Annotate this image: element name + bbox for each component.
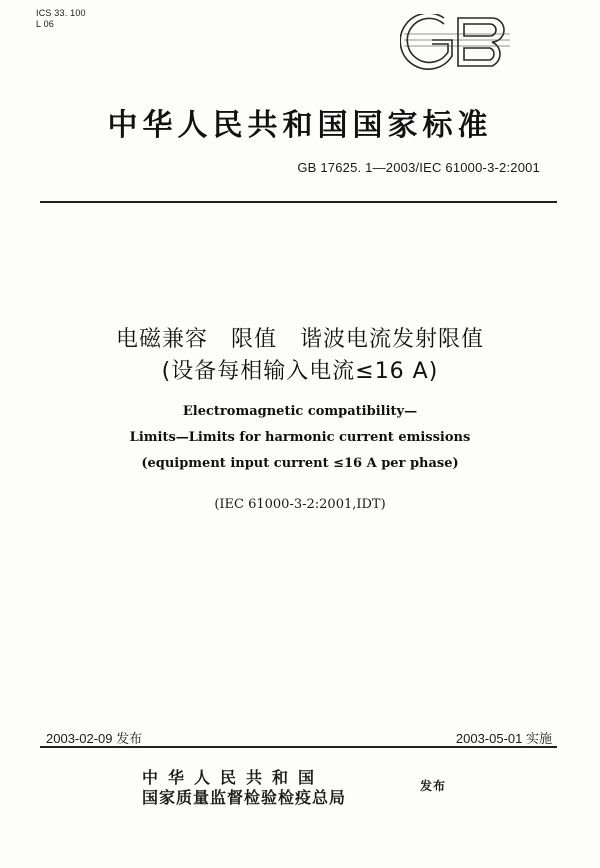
issue-date: 2003-02-09 发布 [46,731,143,746]
bottom-divider [40,746,557,748]
implementation-date: 2003-05-01 实施 [455,731,552,746]
classification-codes [36,8,86,30]
english-title-line2: Limits—Limits for harmonic current emissions [129,430,471,445]
english-title-line1: Electromagnetic compatibility— [182,404,418,419]
ccs-code: L 06 [36,19,54,29]
issuer-prc: 中华人民共和国 [142,768,325,787]
english-title-line3: (equipment input current ≤16 A per phase) [141,456,459,471]
issue-action: 发布 [420,779,447,793]
chinese-title-line2: (设备每相输入电流≤16 A) [161,359,439,384]
standard-number: GB 17625. 1—2003/IEC 61000-3-2:2001 [297,160,540,175]
top-divider [40,201,557,203]
iec-equivalence: (IEC 61000-3-2:2001,IDT) [214,497,386,512]
chinese-title-line1: 电磁兼容 限值 谐波电流发射限值 [115,327,484,352]
gb-logo [400,14,518,70]
issuer-aqsiq: 国家质量监督检验检疫总局 [142,788,347,807]
national-standard-title: 中华人民共和国国家标准 [107,108,493,143]
ics-code: ICS 33. 100 [36,8,86,18]
